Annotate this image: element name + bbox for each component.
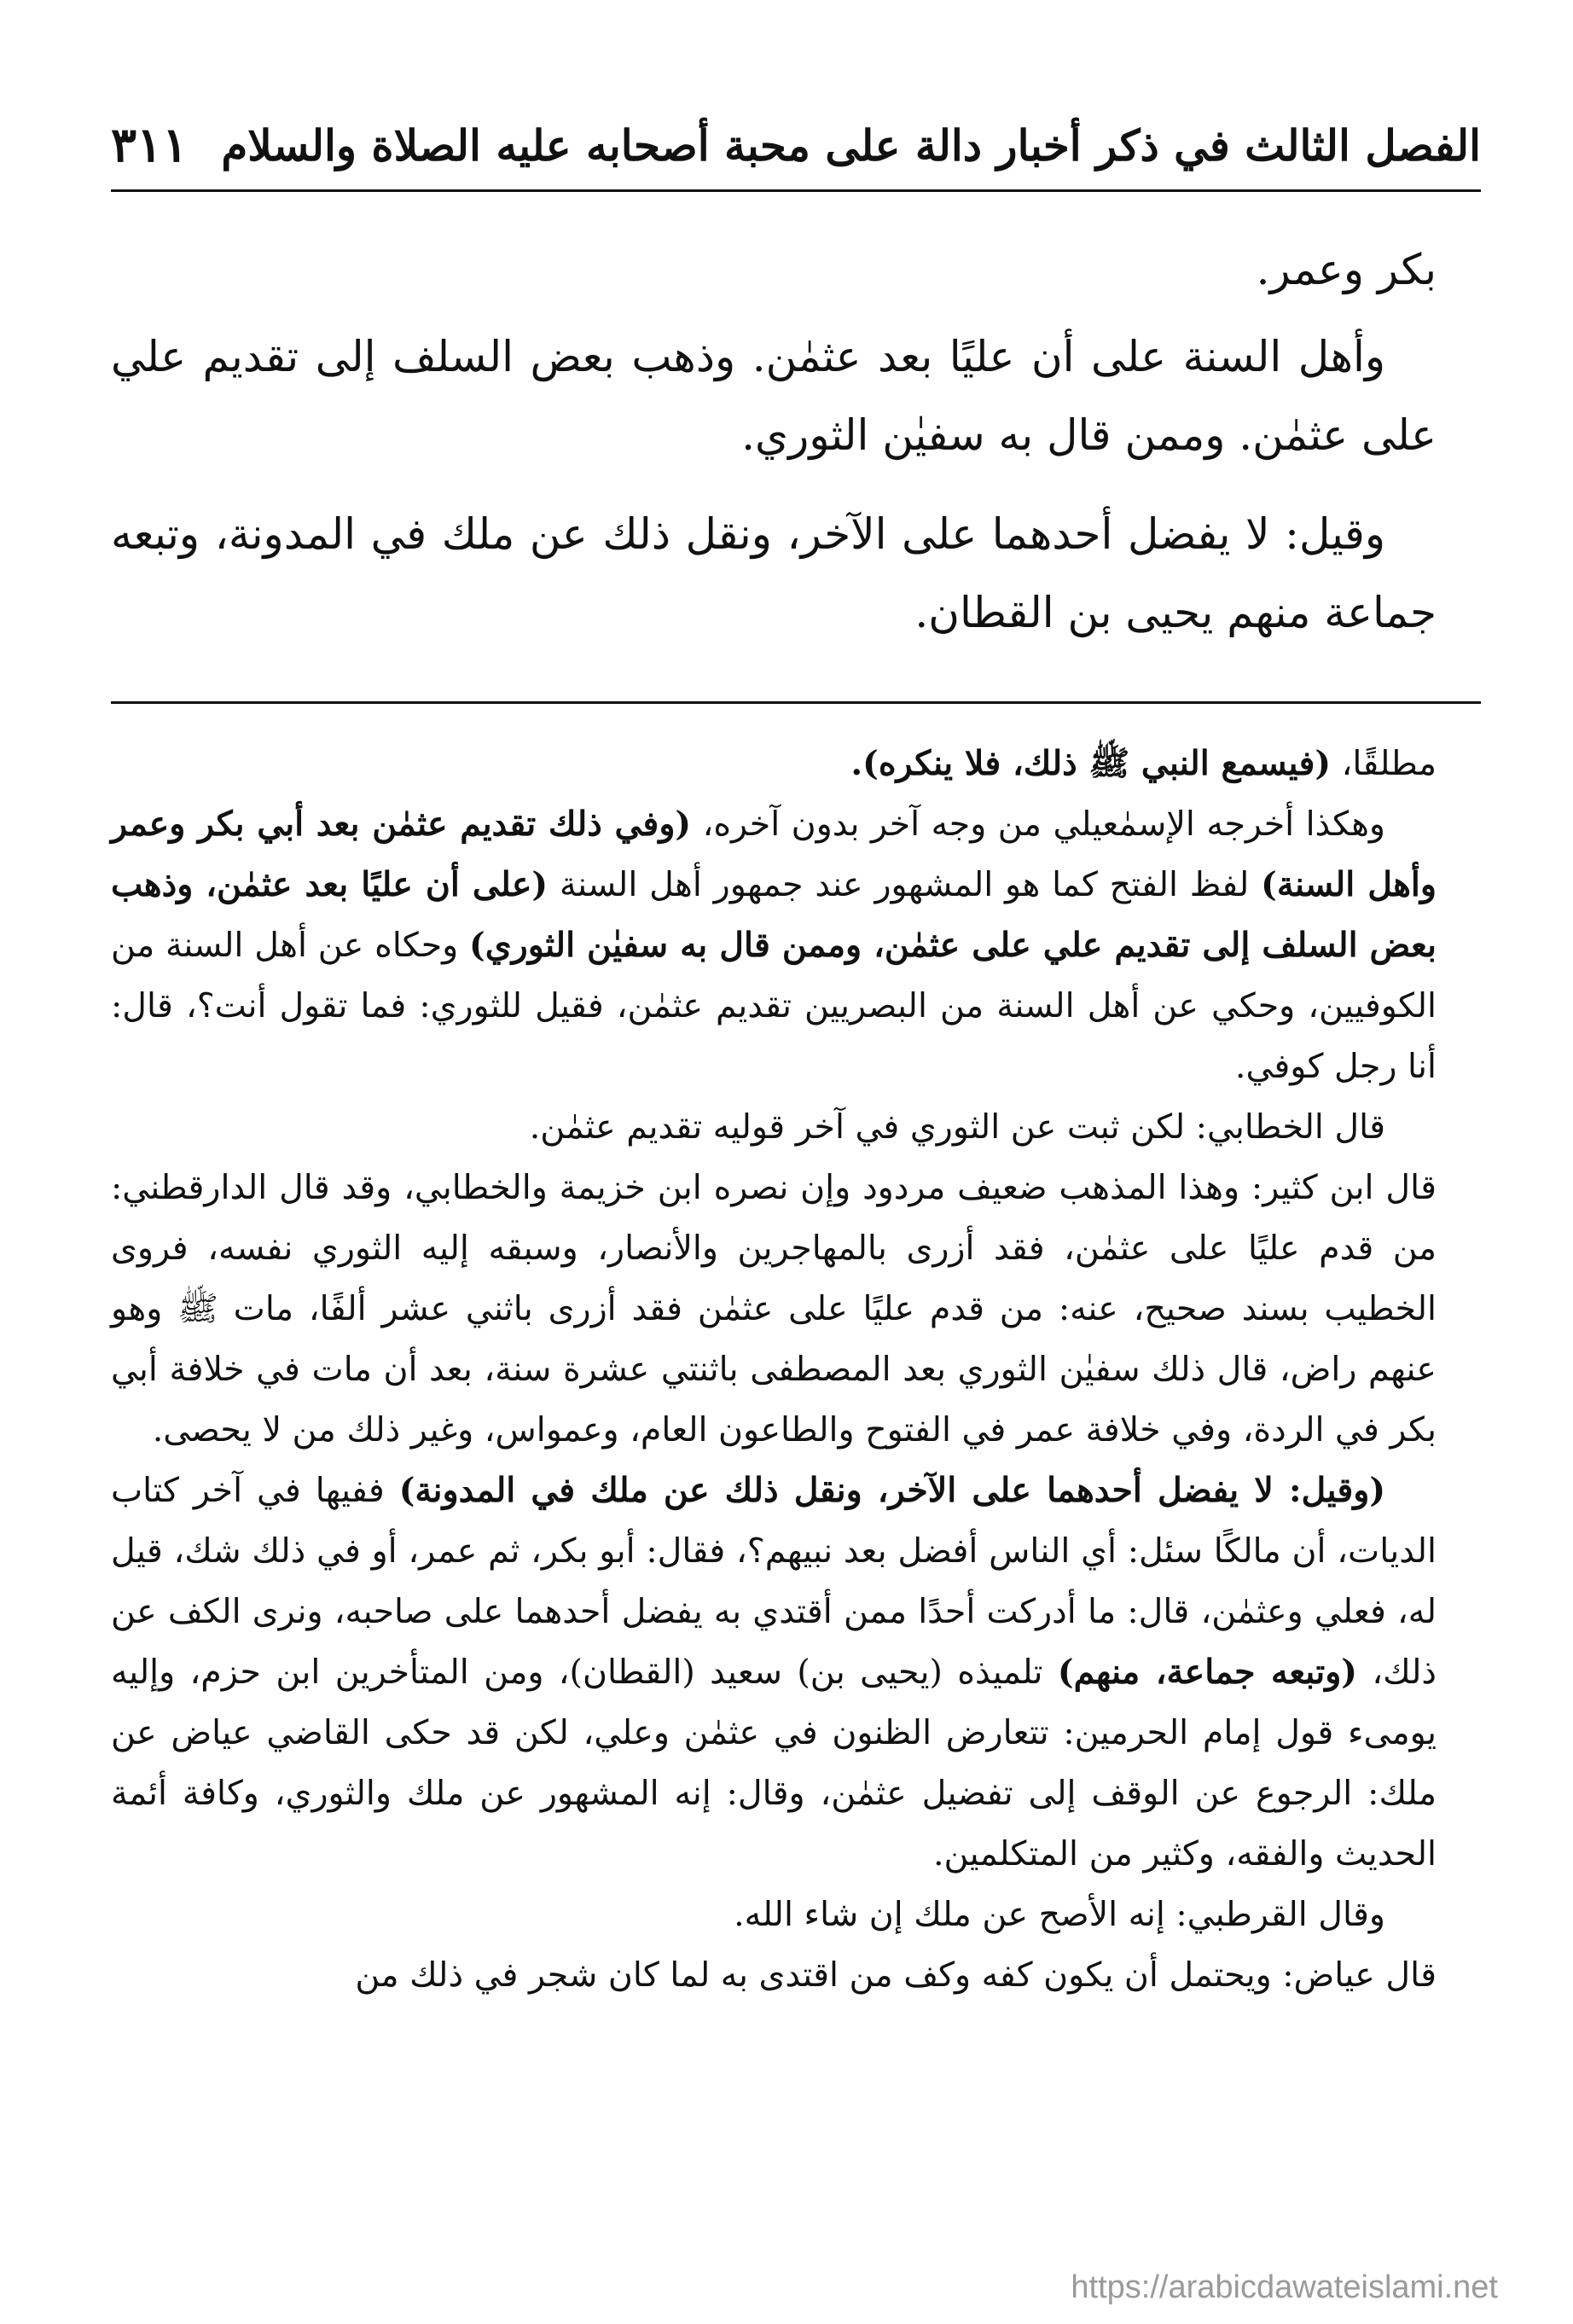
main-paragraph: وأهل السنة على أن عليًا بعد عثمٰن. وذهب بعض السلف إلى تقديم علي على عثمٰن. وممن قال به سفيٰن الثوري. [111, 332, 1437, 460]
commentary-text-run: تلميذه (يحيى بن) سعيد (القطان)، ومن المتأخرين ابن حزم، وإليه يومىء قول إمام الحرمين: تتعارض الظنون في عثمٰن وعلي، لكن قد حكى القاضي عياض عن ملك: الرجوع عن الوقف إلى تفضيل عثمٰن، وقال: إنه المشهور عن ملك والثوري، وكافة أئمة الحديث والفقه، وكثير من المتكلمين. [111, 1653, 1437, 1874]
page-header [111, 119, 1481, 171]
commentary-text [111, 734, 1437, 2006]
main-text [111, 230, 1437, 672]
main-paragraph: بكر وعمر. [1256, 245, 1437, 294]
commentary-paragraph: قال الخطابي: لكن ثبت عن الثوري في آخر قوليه تقديم عثمٰن. [529, 1107, 1385, 1147]
commentary-bold-run: (وتبعه جماعة، منهم) [1057, 1653, 1357, 1692]
commentary-text-run: مطلقًا، [1331, 744, 1437, 783]
commentary-paragraph [111, 1461, 1437, 1885]
watermark-url: https://arabicdawateislami.net [1071, 2269, 1498, 2305]
chapter-title: الفصل الثالث في ذكر أخبار دالة على محبة أصحابه عليه الصلاة والسلام [221, 119, 1481, 171]
commentary-paragraph: قال ابن كثير: وهذا المذهب ضعيف مردود وإن نصره ابن خزيمة والخطابي، وقد قال الدارقطني: من قدم عليًا على عثمٰن، فقد أزرى بالمهاجرين والأنصار، وسبقه إليه الثوري نفسه، فروى الخطيب بسند صحيح، عنه: من قدم عليًا على عثمٰن فقد أزرى باثني عشر ألفًا، مات ﷺ وهو عنهم راض، قال ذلك سفيٰن الثوري بعد المصطفى باثنتي عشرة سنة، بعد أن مات في خلافة أبي بكر في الردة، وفي خلافة عمر في الفتوح والطاعون العام، وعمواس، وغير ذلك من لا يحصى. [111, 1168, 1437, 1450]
commentary-bold-run: (وفي ذلك تقديم عثمٰن بعد أبي بكر وعمر وأهل السنة) [111, 805, 1437, 904]
main-paragraph: وقيل: لا يفضل أحدهما على الآخر، ونقل ذلك عن ملك في المدونة، وتبعه جماعة منهم يحيى بن القطان. [111, 509, 1437, 637]
commentary-paragraph: وقال القرطبي: إنه الأصح عن ملك إن شاء الله. [734, 1895, 1385, 1934]
commentary-paragraph [111, 794, 1437, 1097]
page-number: ٣١١ [111, 117, 189, 173]
commentary-paragraph: قال عياض: ويحتمل أن يكون كفه وكف من اقتدى به لما كان شجر في ذلك من [355, 1955, 1437, 1995]
commentary-text-run: لفظ الفتح كما هو المشهور عند جمهور أهل السنة [548, 865, 1262, 904]
commentary-bold-run: (على أن عليًا بعد عثمٰن، وذهب بعض السلف إلى تقديم علي على عثمٰن، وممن قال به سفيٰن الثوري) [111, 865, 1437, 965]
commentary-bold-run: (فيسمع النبي ﷺ ذلك، فلا ينكره). [850, 744, 1332, 783]
commentary-text-run: وهكذا أخرجه الإسمٰعيلي من وجه آخر بدون آخره، [691, 805, 1385, 844]
footnote-separator [111, 701, 1481, 704]
commentary-text-run: ففيها في آخر كتاب الديات، أن مالكًا سئل: أي الناس أفضل بعد نبيهم؟، فقال: أبو بكر، ثم عمر، أو في ذلك شك، قيل له، فعلي وعثمٰن، قال: ما أدركت أحدًا ممن أقتدي به يفضل أحدهما على صاحبه، ونرى الكف عن ذلك، [111, 1471, 1437, 1692]
commentary-text-run: وحكاه عن أهل السنة من الكوفيين، وحكي عن أهل السنة من البصريين تقديم عثمٰن، فقيل للثوري: فما تقول أنت؟، قال: أنا رجل كوفي. [111, 926, 1437, 1086]
commentary-paragraph [111, 734, 1437, 794]
header-rule [111, 189, 1481, 192]
commentary-bold-run: (وقيل: لا يفضل أحدهما على الآخر، ونقل ذلك عن ملك في المدونة) [398, 1471, 1386, 1510]
